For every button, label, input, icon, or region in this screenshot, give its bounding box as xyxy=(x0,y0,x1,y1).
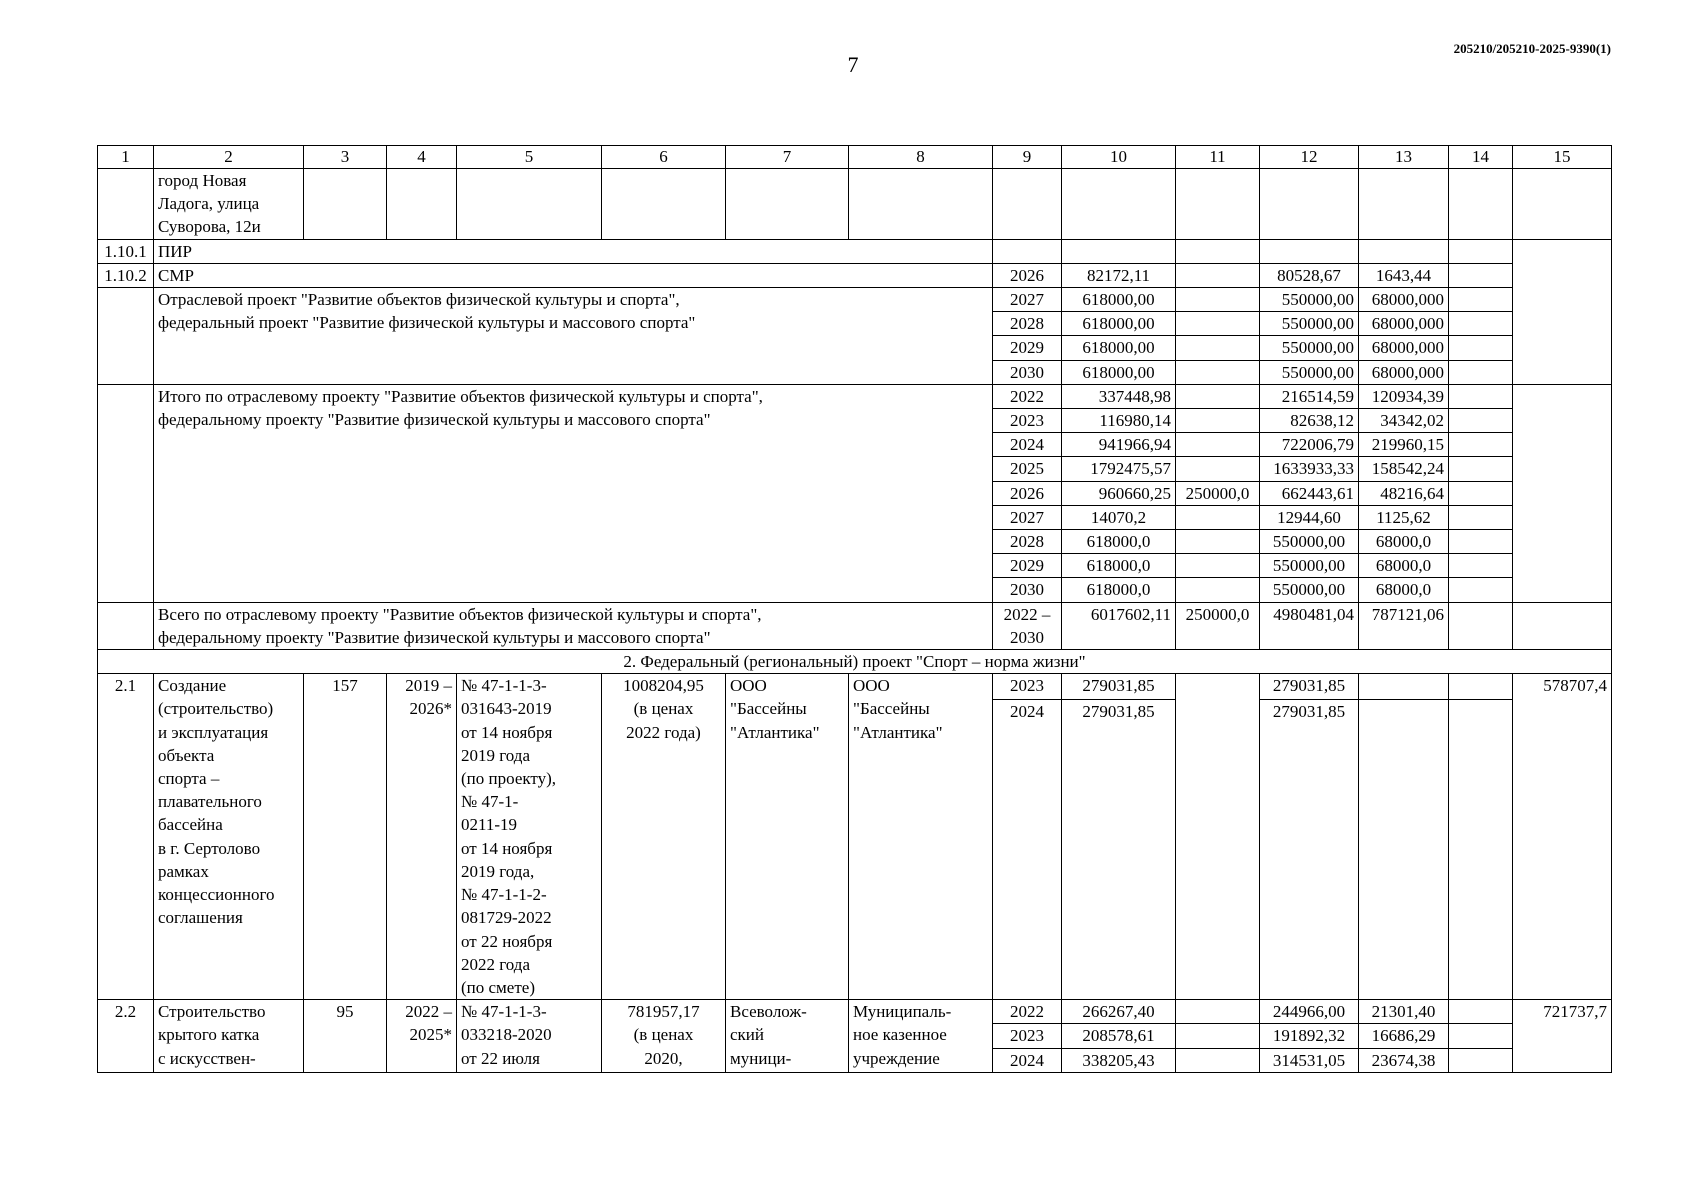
table-row xyxy=(98,650,1612,674)
developer-cell: ООО "Бассейны "Атлантика" xyxy=(849,674,993,1000)
object-address-cell: город Новая Ладога, улица Суворова, 12и xyxy=(154,169,304,240)
year-cell: 2024 xyxy=(993,433,1062,457)
cell xyxy=(1176,169,1260,240)
value-cell: 618000,00 xyxy=(1062,288,1176,312)
table-row xyxy=(98,239,1612,263)
cell xyxy=(1359,239,1449,263)
value-cell: 279031,85 xyxy=(1260,674,1359,700)
value-cell: 82638,12 xyxy=(1260,409,1359,433)
value-cell: 80528,67 xyxy=(1260,263,1359,287)
value-cell: 550000,00 xyxy=(1260,554,1359,578)
value-cell: 68000,0 xyxy=(1359,578,1449,602)
value-cell: 16686,29 xyxy=(1359,1024,1449,1048)
value-cell: 14070,2 xyxy=(1062,505,1176,529)
value-cell: 578707,4 xyxy=(1513,674,1612,1000)
cell xyxy=(1513,239,1612,263)
row-label: СМР xyxy=(154,263,993,287)
column-number: 1 xyxy=(98,146,154,169)
cell xyxy=(1513,169,1612,240)
cell xyxy=(1449,1000,1513,1024)
value-cell: 550000,00 xyxy=(1260,530,1359,554)
cell xyxy=(387,169,457,240)
cell xyxy=(1449,505,1513,529)
year-cell: 2023 xyxy=(993,674,1062,700)
developer-cell: Муниципаль- ное казенное учреждение xyxy=(849,1000,993,1073)
cell xyxy=(1176,674,1260,1000)
cell xyxy=(1449,1048,1513,1072)
cell xyxy=(1062,169,1176,240)
value-cell: 68000,0 xyxy=(1359,530,1449,554)
value-cell xyxy=(1176,457,1260,481)
year-cell: 2023 xyxy=(993,409,1062,433)
value-cell: 618000,00 xyxy=(1062,312,1176,336)
cell xyxy=(98,169,154,240)
column-number: 2 xyxy=(154,146,304,169)
cell xyxy=(1176,239,1260,263)
cell xyxy=(1449,312,1513,336)
value-cell: 550000,00 xyxy=(1260,360,1359,384)
year-cell: 2029 xyxy=(993,336,1062,360)
value-cell: 279031,85 xyxy=(1062,700,1176,1000)
cell xyxy=(1449,169,1513,240)
row-number: 1.10.2 xyxy=(98,263,154,287)
expertise-cell: № 47-1-1-3- 031643-2019 от 14 ноября 2019 года (по проекту), № 47-1- 0211-19 от 14 ноября 2019 года, № 47-1-1-2- 081729-2022 от 22 ноября 2022 года (по смете) xyxy=(457,674,602,1000)
customer-cell: ООО "Бассейны "Атлантика" xyxy=(726,674,849,1000)
value-cell: 6017602,11 xyxy=(1062,602,1176,649)
column-number: 3 xyxy=(304,146,387,169)
cell xyxy=(1176,1000,1260,1024)
cell xyxy=(1449,1024,1513,1048)
value-cell: 550000,00 xyxy=(1260,578,1359,602)
table-row xyxy=(98,169,1612,240)
cell xyxy=(1513,288,1612,385)
document-id: 205210/205210-2025-9390(1) xyxy=(1453,41,1611,56)
grand-total-label: Всего по отраслевому проекту "Развитие объектов физической культуры и спорта", федеральному проекту "Развитие физической культуры и массового спорта" xyxy=(154,602,993,649)
cell xyxy=(1513,263,1612,287)
value-cell: 48216,64 xyxy=(1359,481,1449,505)
value-cell: 68000,000 xyxy=(1359,288,1449,312)
value-cell xyxy=(1176,409,1260,433)
value-cell: 244966,00 xyxy=(1260,1000,1359,1024)
year-cell: 2028 xyxy=(993,312,1062,336)
column-number: 11 xyxy=(1176,146,1260,169)
value-cell: 157 xyxy=(304,674,387,1000)
cell xyxy=(1513,384,1612,602)
year-cell: 2026 xyxy=(993,481,1062,505)
cell xyxy=(1176,288,1260,312)
period-cell: 2022 – 2025* xyxy=(387,1000,457,1073)
year-cell: 2022 xyxy=(993,1000,1062,1024)
cell xyxy=(1176,1048,1260,1072)
cell xyxy=(993,239,1062,263)
cell xyxy=(993,169,1062,240)
value-cell: 618000,0 xyxy=(1062,554,1176,578)
cell xyxy=(1359,169,1449,240)
cell xyxy=(1449,409,1513,433)
value-cell: 941966,94 xyxy=(1062,433,1176,457)
cell xyxy=(1449,602,1513,649)
value-cell: 1125,62 xyxy=(1359,505,1449,529)
cell xyxy=(1449,360,1513,384)
object-name-cell: Создание (строительство) и эксплуатация объекта спорта – плавательного бассейна в г. Сертолово рамках концессионного соглашения xyxy=(154,674,304,1000)
value-cell: 618000,0 xyxy=(1062,578,1176,602)
value-cell: 116980,14 xyxy=(1062,409,1176,433)
cell xyxy=(98,288,154,385)
year-cell: 2024 xyxy=(993,1048,1062,1072)
cell xyxy=(1449,674,1513,700)
row-number: 1.10.1 xyxy=(98,239,154,263)
value-cell: 158542,24 xyxy=(1359,457,1449,481)
column-number: 9 xyxy=(993,146,1062,169)
cell xyxy=(1449,288,1513,312)
value-cell: 314531,05 xyxy=(1260,1048,1359,1072)
value-cell: 120934,39 xyxy=(1359,384,1449,408)
cell xyxy=(457,169,602,240)
cell xyxy=(1449,554,1513,578)
value-cell: 208578,61 xyxy=(1062,1024,1176,1048)
value-cell: 266267,40 xyxy=(1062,1000,1176,1024)
cell xyxy=(1449,530,1513,554)
table-row xyxy=(98,263,1612,287)
cost-cell: 781957,17 (в ценах 2020, xyxy=(602,1000,726,1073)
value-cell: 216514,59 xyxy=(1260,384,1359,408)
value-cell: 550000,00 xyxy=(1260,288,1359,312)
value-cell: 68000,000 xyxy=(1359,360,1449,384)
value-cell: 618000,0 xyxy=(1062,530,1176,554)
value-cell: 12944,60 xyxy=(1260,505,1359,529)
year-cell: 2022 xyxy=(993,384,1062,408)
year-cell: 2029 xyxy=(993,554,1062,578)
table-row xyxy=(98,384,1612,408)
value-cell: 68000,0 xyxy=(1359,554,1449,578)
column-number: 5 xyxy=(457,146,602,169)
value-cell: 550000,00 xyxy=(1260,312,1359,336)
value-cell: 95 xyxy=(304,1000,387,1073)
total-label: Итого по отраслевому проекту "Развитие объектов физической культуры и спорта", федеральному проекту "Развитие физической культуры и массового спорта" xyxy=(154,384,993,602)
cell xyxy=(1176,360,1260,384)
cell xyxy=(1449,457,1513,481)
value-cell: 787121,06 xyxy=(1359,602,1449,649)
table-row xyxy=(98,288,1612,312)
section-title: 2. Федеральный (региональный) проект "Спорт – норма жизни" xyxy=(98,650,1612,674)
table-row xyxy=(98,1000,1612,1024)
value-cell: 722006,79 xyxy=(1260,433,1359,457)
column-number: 8 xyxy=(849,146,993,169)
column-number: 10 xyxy=(1062,146,1176,169)
value-cell: 34342,02 xyxy=(1359,409,1449,433)
value-cell xyxy=(1176,433,1260,457)
value-cell: 337448,98 xyxy=(1062,384,1176,408)
value-cell: 618000,00 xyxy=(1062,336,1176,360)
value-cell xyxy=(1176,530,1260,554)
cell xyxy=(1449,700,1513,1000)
column-number: 14 xyxy=(1449,146,1513,169)
year-cell: 2023 xyxy=(993,1024,1062,1048)
cell xyxy=(1449,481,1513,505)
budget-table xyxy=(97,145,1612,1073)
value-cell: 21301,40 xyxy=(1359,1000,1449,1024)
cell xyxy=(1449,263,1513,287)
cell xyxy=(1260,239,1359,263)
year-cell: 2022 – 2030 xyxy=(993,602,1062,649)
cell xyxy=(1449,336,1513,360)
value-cell xyxy=(1176,384,1260,408)
cell xyxy=(1176,1024,1260,1048)
value-cell: 4980481,04 xyxy=(1260,602,1359,649)
period-cell: 2019 – 2026* xyxy=(387,674,457,1000)
year-cell: 2028 xyxy=(993,530,1062,554)
value-cell xyxy=(1176,578,1260,602)
year-cell: 2030 xyxy=(993,360,1062,384)
value-cell: 618000,00 xyxy=(1062,360,1176,384)
value-cell: 68000,000 xyxy=(1359,336,1449,360)
value-cell: 191892,32 xyxy=(1260,1024,1359,1048)
cell xyxy=(1176,336,1260,360)
value-cell: 550000,00 xyxy=(1260,336,1359,360)
sectoral-project-label: Отраслевой проект "Развитие объектов физической культуры и спорта", федеральный проект "Развитие физической культуры и массового спорта" xyxy=(154,288,993,385)
cell xyxy=(726,169,849,240)
column-number: 4 xyxy=(387,146,457,169)
column-number: 13 xyxy=(1359,146,1449,169)
column-number: 7 xyxy=(726,146,849,169)
cell xyxy=(1359,700,1449,1000)
value-cell: 250000,0 xyxy=(1176,602,1260,649)
row-label: ПИР xyxy=(154,239,993,263)
year-cell: 2027 xyxy=(993,505,1062,529)
object-name-cell: Строительство крытого катка с искусствен- xyxy=(154,1000,304,1073)
value-cell: 219960,15 xyxy=(1359,433,1449,457)
value-cell: 338205,43 xyxy=(1062,1048,1176,1072)
value-cell: 250000,0 xyxy=(1176,481,1260,505)
value-cell: 662443,61 xyxy=(1260,481,1359,505)
value-cell: 68000,000 xyxy=(1359,312,1449,336)
cell xyxy=(98,384,154,602)
cell xyxy=(304,169,387,240)
cell xyxy=(849,169,993,240)
row-number: 2.2 xyxy=(98,1000,154,1073)
value-cell: 721737,7 xyxy=(1513,1000,1612,1073)
cell xyxy=(1176,312,1260,336)
year-cell: 2025 xyxy=(993,457,1062,481)
value-cell: 1633933,33 xyxy=(1260,457,1359,481)
value-cell: 1643,44 xyxy=(1359,263,1449,287)
cell xyxy=(1513,602,1612,649)
cell xyxy=(1449,433,1513,457)
cell xyxy=(1449,239,1513,263)
value-cell: 82172,11 xyxy=(1062,263,1176,287)
value-cell: 1792475,57 xyxy=(1062,457,1176,481)
value-cell xyxy=(1176,505,1260,529)
cell xyxy=(1260,169,1359,240)
value-cell: 279031,85 xyxy=(1260,700,1359,1000)
cell xyxy=(1449,578,1513,602)
cell xyxy=(1449,384,1513,408)
column-number-row xyxy=(98,146,1612,169)
cell xyxy=(1359,674,1449,700)
value-cell: 23674,38 xyxy=(1359,1048,1449,1072)
column-number: 6 xyxy=(602,146,726,169)
cell xyxy=(1176,263,1260,287)
value-cell: 279031,85 xyxy=(1062,674,1176,700)
row-number: 2.1 xyxy=(98,674,154,1000)
cell xyxy=(98,602,154,649)
year-cell: 2024 xyxy=(993,700,1062,1000)
table-row xyxy=(98,602,1612,649)
column-number: 12 xyxy=(1260,146,1359,169)
value-cell xyxy=(1176,554,1260,578)
table-row xyxy=(98,674,1612,700)
value-cell: 960660,25 xyxy=(1062,481,1176,505)
year-cell: 2026 xyxy=(993,263,1062,287)
year-cell: 2030 xyxy=(993,578,1062,602)
year-cell: 2027 xyxy=(993,288,1062,312)
customer-cell: Всеволож- ский муници- xyxy=(726,1000,849,1073)
cell xyxy=(1062,239,1176,263)
page-number: 7 xyxy=(847,52,859,77)
cell xyxy=(602,169,726,240)
expertise-cell: № 47-1-1-3- 033218-2020 от 22 июля xyxy=(457,1000,602,1073)
column-number: 15 xyxy=(1513,146,1612,169)
cost-cell: 1008204,95 (в ценах 2022 года) xyxy=(602,674,726,1000)
